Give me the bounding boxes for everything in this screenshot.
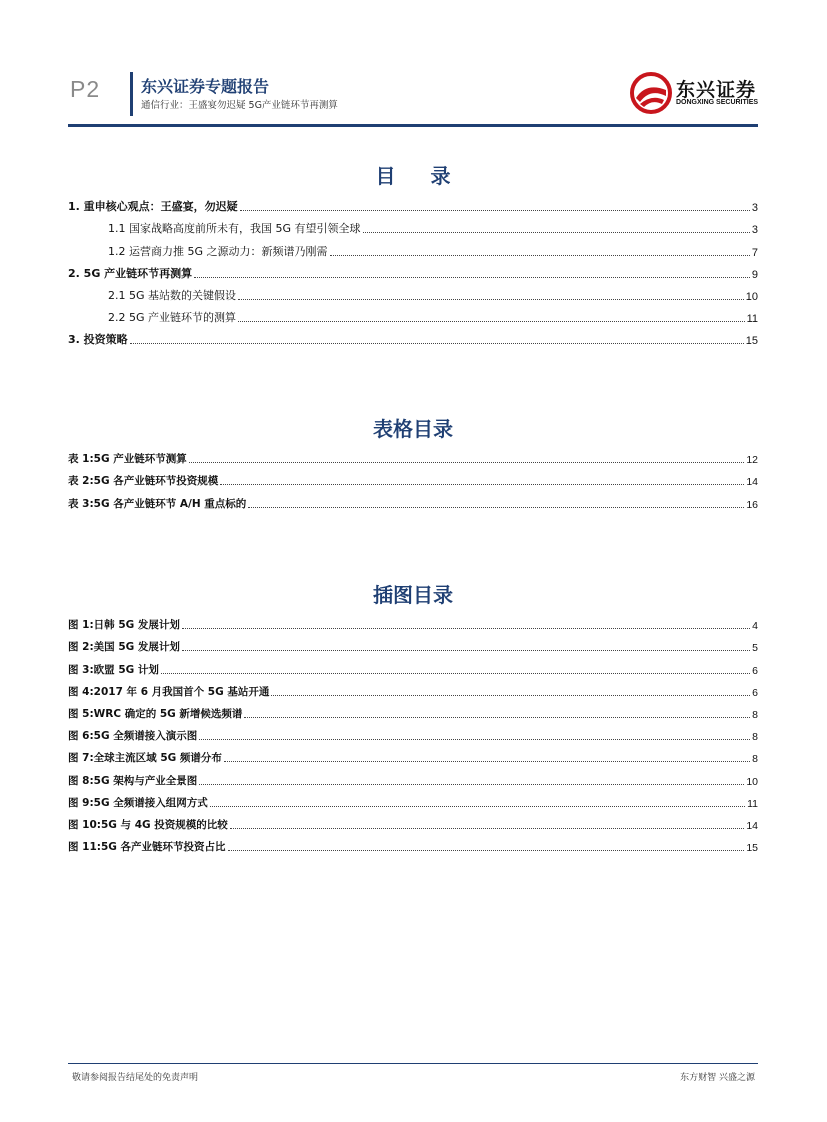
toc-entry-page: 15: [745, 335, 758, 348]
leader-dots: [130, 343, 744, 344]
footer-rule: [68, 1063, 758, 1064]
table-entry-label: 表 3:5G 各产业链环节 A/H 重点标的: [68, 497, 247, 510]
leader-dots: [182, 628, 750, 629]
leader-dots: [271, 695, 750, 696]
table-entry-label: 表 2:5G 各产业链环节投资规模: [68, 475, 219, 488]
leader-dots: [238, 321, 745, 322]
figure-entry[interactable]: [68, 699, 758, 721]
leader-dots: [228, 850, 745, 851]
figure-entry-page: 4: [752, 620, 758, 633]
figure-entry[interactable]: [68, 677, 758, 699]
figure-entry-page: 10: [746, 775, 758, 788]
figure-entry-label: 图 5:WRC 确定的 5G 新增候选频谱: [68, 707, 243, 720]
table-entry-page: 16: [746, 498, 758, 511]
figure-entry-label: 图 9:5G 全频谱接入组网方式: [68, 796, 208, 809]
report-subtitle: 通信行业：王盛宴勿迟疑 5G产业链环节再测算: [141, 100, 338, 111]
report-title: 东兴证券专题报告: [141, 77, 270, 96]
figure-entry-page: 11: [747, 797, 758, 810]
leader-dots: [330, 255, 750, 256]
figure-entry-page: 14: [746, 819, 758, 832]
table-entry[interactable]: [68, 444, 758, 466]
toc-entry[interactable]: [68, 259, 758, 281]
toc-entry-page: 3: [751, 202, 758, 215]
figure-entry[interactable]: [68, 721, 758, 743]
toc-entry[interactable]: [68, 192, 758, 214]
figure-entry-label: 图 10:5G 与 4G 投资规模的比较: [68, 818, 228, 831]
leader-dots: [248, 507, 744, 508]
figures-list-title: 插图目录: [373, 583, 453, 607]
toc-entry-page: 7: [751, 246, 758, 259]
figure-entry-page: 6: [752, 686, 758, 699]
figure-entry-label: 图 11:5G 各产业链环节投资占比: [68, 841, 226, 854]
leader-dots: [161, 673, 750, 674]
company-logo: [630, 72, 760, 114]
table-entry-page: 12: [746, 454, 758, 467]
figure-entry[interactable]: [68, 810, 758, 832]
logo-chinese-name: 东兴证券: [676, 79, 757, 101]
tables-list-title: 表格目录: [373, 417, 453, 441]
leader-dots: [224, 761, 750, 762]
table-entry[interactable]: [68, 466, 758, 488]
toc-list: [68, 192, 758, 347]
figure-entry[interactable]: [68, 610, 758, 632]
figure-entry-label: 图 1:日韩 5G 发展计划: [68, 619, 180, 632]
toc-entry-page: 9: [751, 268, 758, 281]
toc-entry[interactable]: [68, 214, 758, 236]
company-slogan: 东方财智 兴盛之源: [680, 1073, 755, 1083]
figure-entry[interactable]: [68, 788, 758, 810]
toc-entry[interactable]: [68, 281, 758, 303]
leader-dots: [363, 232, 750, 233]
dongxing-logo-icon: [630, 72, 672, 114]
figure-entry[interactable]: [68, 654, 758, 676]
leader-dots: [210, 806, 745, 807]
disclaimer-note: 敬请参阅报告结尾处的免责声明: [72, 1073, 199, 1083]
figure-entry-label: 图 3:欧盟 5G 计划: [68, 663, 159, 676]
leader-dots: [244, 717, 750, 718]
toc-entry-label: 2.2 5G 产业链环节的测算: [108, 311, 237, 325]
toc-entry[interactable]: [68, 303, 758, 325]
toc-entry-label: 2. 5G 产业链环节再测算: [68, 266, 193, 280]
table-entry-label: 表 1:5G 产业链环节测算: [68, 453, 187, 466]
toc-entry-label: 2.1 5G 基站数的关键假设: [108, 288, 237, 302]
table-entry-page: 14: [746, 476, 758, 489]
figure-entry-page: 8: [752, 708, 758, 721]
toc-entry-page: 3: [751, 224, 758, 237]
figure-entry[interactable]: [68, 765, 758, 787]
toc-title: 目 录: [375, 164, 465, 188]
figure-entry[interactable]: [68, 743, 758, 765]
figure-entry-label: 图 4:2017 年 6 月我国首个 5G 基站开通: [68, 685, 270, 698]
figures-list: [68, 610, 758, 854]
leader-dots: [199, 739, 750, 740]
header-rule: [68, 124, 758, 127]
leader-dots: [194, 277, 750, 278]
toc-entry-page: 11: [746, 313, 758, 326]
figure-entry[interactable]: [68, 632, 758, 654]
figure-entry-label: 图 8:5G 架构与产业全景图: [68, 774, 198, 787]
figure-entry-label: 图 2:美国 5G 发展计划: [68, 641, 180, 654]
leader-dots: [230, 828, 745, 829]
leader-dots: [240, 210, 750, 211]
figure-entry-page: 8: [752, 753, 758, 766]
logo-english-name: DONGXING SECURITIES: [676, 99, 759, 106]
toc-entry-label: 1. 重申核心观点：王盛宴，勿迟疑: [68, 200, 238, 214]
toc-entry-label: 1.2 运营商力推 5G 之源动力：新频谱乃刚需: [108, 244, 328, 258]
toc-entry-label: 1.1 国家战略高度前所未有，我国 5G 有望引领全球: [108, 222, 361, 236]
figure-entry-page: 6: [752, 664, 758, 677]
page-number: P2: [70, 76, 101, 102]
leader-dots: [199, 784, 744, 785]
toc-entry-label: 3. 投资策略: [68, 333, 128, 347]
figure-entry-label: 图 7:全球主流区域 5G 频谱分布: [68, 752, 222, 765]
header-separator: [130, 72, 133, 116]
toc-entry[interactable]: [68, 325, 758, 347]
toc-entry-page: 10: [745, 290, 758, 303]
leader-dots: [189, 462, 745, 463]
figure-entry-label: 图 6:5G 全频谱接入演示图: [68, 730, 198, 743]
toc-entry[interactable]: [68, 236, 758, 258]
leader-dots: [238, 299, 744, 300]
figure-entry-page: 5: [752, 642, 758, 655]
table-entry[interactable]: [68, 488, 758, 510]
leader-dots: [220, 484, 744, 485]
figure-entry-page: 8: [752, 731, 758, 744]
leader-dots: [182, 650, 750, 651]
figure-entry-page: 15: [746, 842, 758, 855]
tables-list: [68, 444, 758, 511]
figure-entry[interactable]: [68, 832, 758, 854]
